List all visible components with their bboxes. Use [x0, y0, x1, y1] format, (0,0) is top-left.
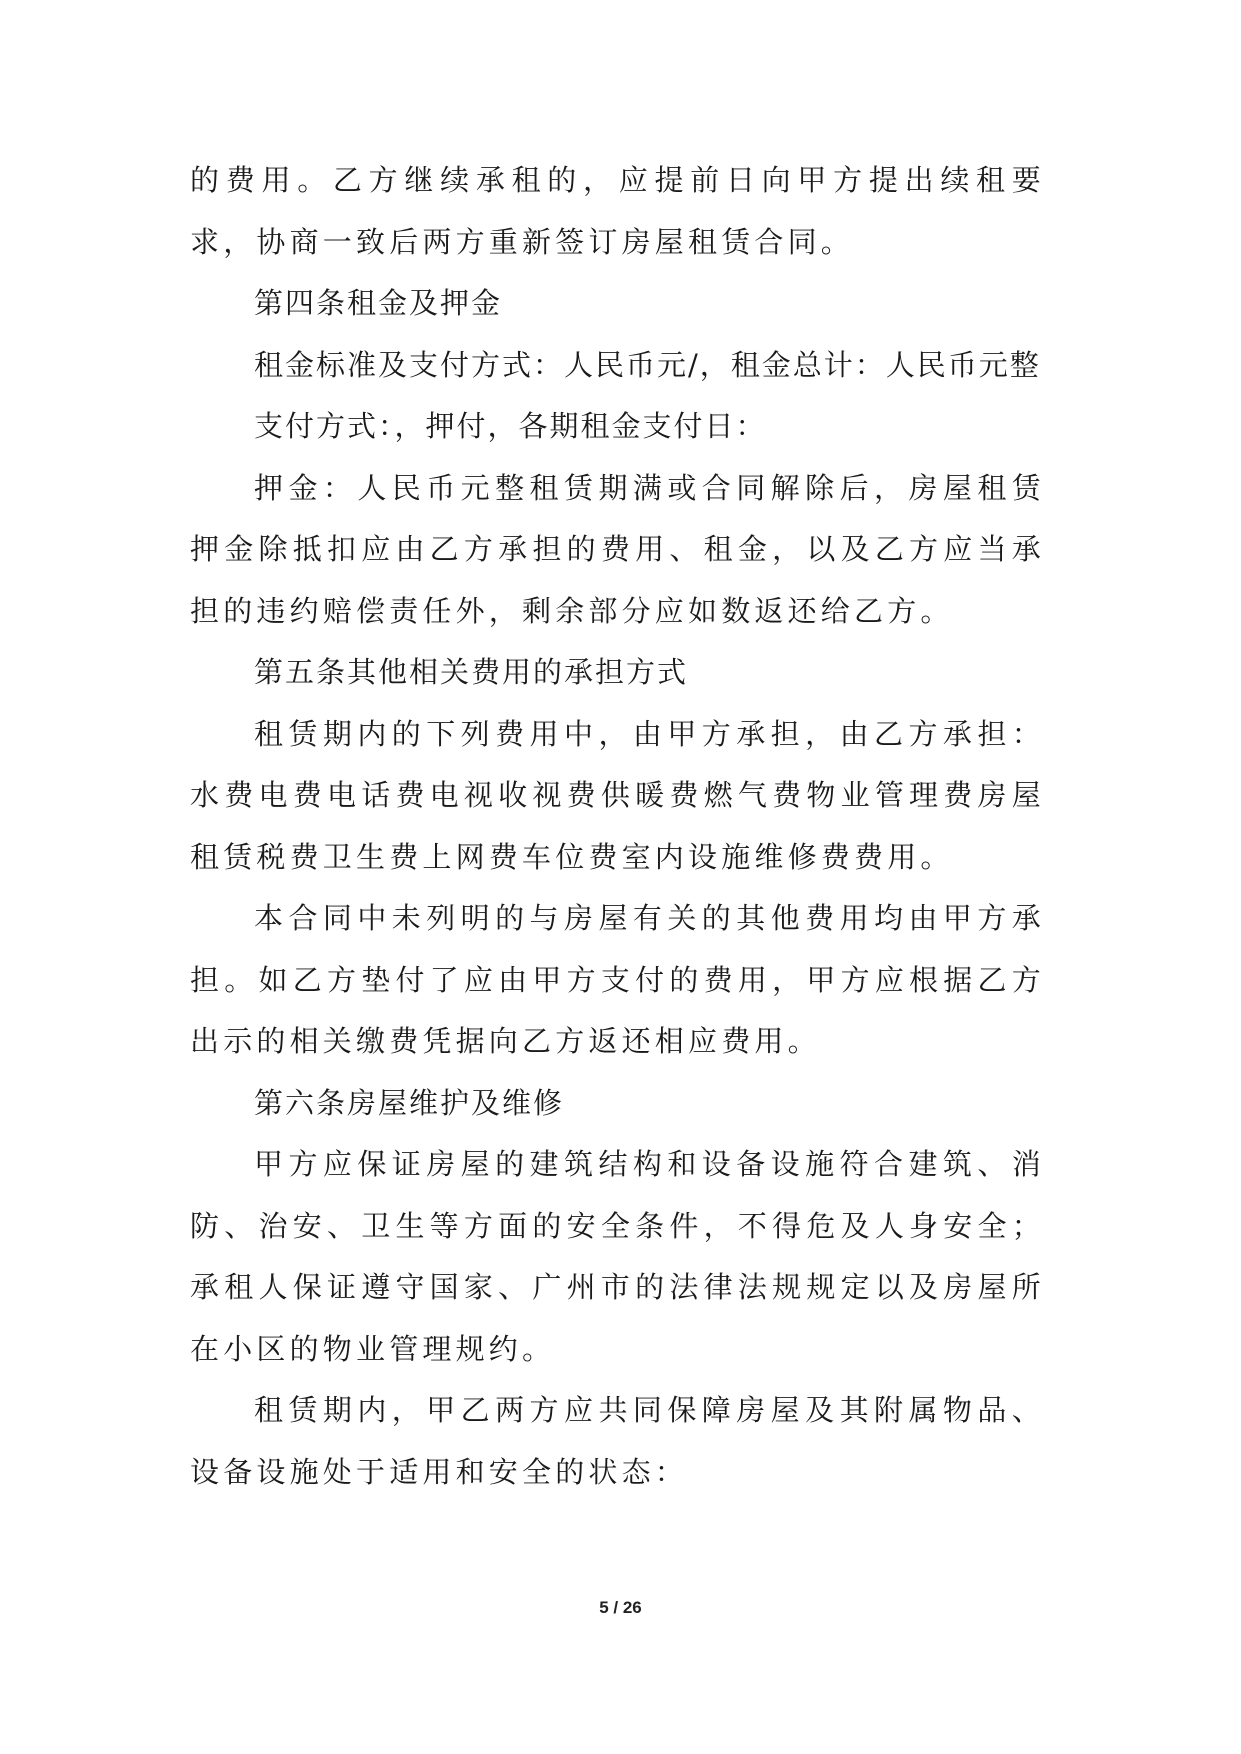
page-number: 5 / 26 [599, 1598, 642, 1617]
paragraph-continued-fees: 的费用。乙方继续承租的，应提前日向甲方提出续租要求，协商一致后两方重新签订房屋租赁合同。 [190, 163, 1045, 259]
paragraph-rent-standard: 租金标准及支付方式：人民币元/，租金总计：人民币元整 [254, 347, 1041, 382]
paragraph-fee-list: 租赁期内的下列费用中，由甲方承担，由乙方承担：水费电费电话费电视收视费供暖费燃气费物业管理费房屋租赁税费卫生费上网费车位费室内设施维修费费用。 [190, 716, 1045, 874]
heading-article-5: 第五条其他相关费用的承担方式 [254, 655, 689, 689]
heading-article-6: 第六条房屋维护及维修 [254, 1085, 565, 1120]
paragraph-deposit: 押金：人民币元整租赁期满或合同解除后，房屋租赁押金除抵扣应由乙方承担的费用、租金，以及乙方应当承担的违约赔偿责任外，剩余部分应如数返还给乙方。 [190, 470, 1045, 628]
paragraph-payment-method: 支付方式：，押付，各期租金支付日： [254, 409, 767, 443]
paragraph-safety: 甲方应保证房屋的建筑结构和设备设施符合建筑、消防、治安、卫生等方面的安全条件，不得危及人身安全；承租人保证遵守国家、广州市的法律法规规定以及房屋所在小区的物业管理规约。 [190, 1147, 1045, 1366]
document-body [190, 150, 1045, 1503]
paragraph-other-fees: 本合同中未列明的与房屋有关的其他费用均由甲方承担。如乙方垫付了应由甲方支付的费用，甲方应根据乙方出示的相关缴费凭据向乙方返还相应费用。 [190, 901, 1045, 1058]
heading-article-4: 第四条租金及押金 [254, 286, 503, 320]
paragraph-maintenance: 租赁期内，甲乙两方应共同保障房屋及其附属物品、设备设施处于适用和安全的状态： [190, 1393, 1045, 1489]
